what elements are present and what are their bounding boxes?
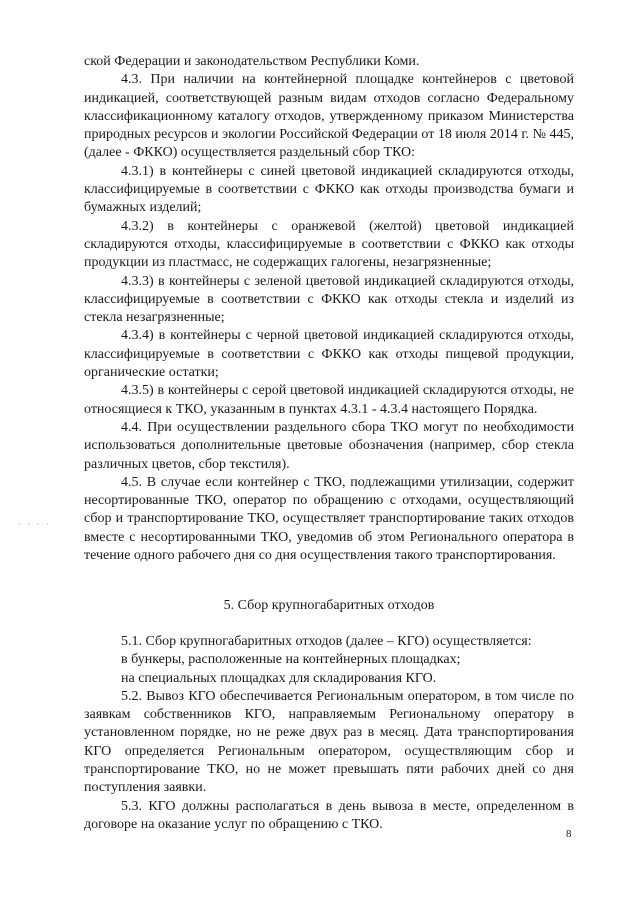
paragraph: 4.3.2) в контейнеры с оранжевой (желтой) цветовой индикацией складируются отходы, классифицируемые в соответствии с ФККО как отходы продукции из пластмасс, не содержащих галогены, незагрязненные;	[84, 218, 574, 271]
paragraph: в бункеры, расположенные на контейнерных площадках;	[121, 652, 461, 668]
page-number: 8	[566, 828, 572, 840]
paragraph: 5.1. Сбор крупногабаритных отходов (далее – КГО) осуществляется:	[121, 634, 532, 649]
paragraph: 4.3. При наличии на контейнерной площадке контейнеров с цветовой индикацией, соответствующей разным видам отходов согласно Федеральному классификационному каталогу отходов, утвержденному приказом Министерства природных ресурсов и экологии Российской Федерации от 18 июля 2014 г. № 445, (далее - ФККО) осуществляется раздельный сбор ТКО:	[84, 72, 574, 161]
paragraph: 4.4. При осуществлении раздельного сбора ТКО могут по необходимости использоваться дополнительные цветовые обозначения (например, сбор стекла различных цветов, сбор текстиля).	[84, 419, 574, 472]
body-text-section-4	[84, 53, 574, 565]
paragraph: 5.2. Вывоз КГО обеспечивается Региональным оператором, в том числе по заявкам собственников КГО, направляемым Региональному оператору в установленном порядке, но не реже двух раз в месяц. Дата транспортирования КГО определяется Региональным оператором, осуществляющим сбор и транспортирование ТКО, но не может превышать пяти рабочих дней со дня поступления заявки.	[84, 688, 574, 796]
paragraph: 5.3. КГО должны располагаться в день вывоза в месте, определенном в договоре на оказание услуг по обращению с ТКО.	[84, 798, 574, 832]
paragraph: ской Федерации и законодательством Республики Коми.	[84, 54, 420, 69]
paragraph: 4.3.3) в контейнеры с зеленой цветовой индикацией складируются отходы, классифицируемые в соответствии с ФККО как отходы стекла и изделий из стекла незагрязненные;	[84, 273, 574, 326]
margin-scan-marks: · · · ·	[18, 519, 51, 529]
paragraph: 4.3.1) в контейнеры с синей цветовой индикацией складируются отходы, классифицируемые в соответствии с ФККО как отходы производства бумаги и бумажных изделий;	[84, 163, 574, 216]
paragraph: 4.5. В случае если контейнер с ТКО, подлежащими утилизации, содержит несортированные ТКО, оператор по обращению с отходами, осуществляющий сбор и транспортирование ТКО, осуществляет транспортирование таких отходов вместе с несортированными ТКО, уведомив об этом Регионального оператора в течение одного рабочего дня со дня осуществления такого транспортирования.	[84, 474, 574, 564]
section-heading: 5. Сбор крупногабаритных отходов	[223, 598, 435, 613]
paragraph: на специальных площадках для складирования КГО.	[121, 670, 437, 686]
body-text-section-5	[84, 633, 574, 834]
paragraph: 4.3.4) в контейнеры с черной цветовой индикацией складируются отходы, классифицируемые в соответствии с ФККО как отходы пищевой продукции, органические остатки;	[84, 328, 574, 381]
paragraph: 4.3.5) в контейнеры с серой цветовой индикацией складируются отходы, не относящиеся к ТКО, указанным в пунктах 4.3.1 - 4.3.4 настоящего Порядка.	[84, 383, 574, 417]
